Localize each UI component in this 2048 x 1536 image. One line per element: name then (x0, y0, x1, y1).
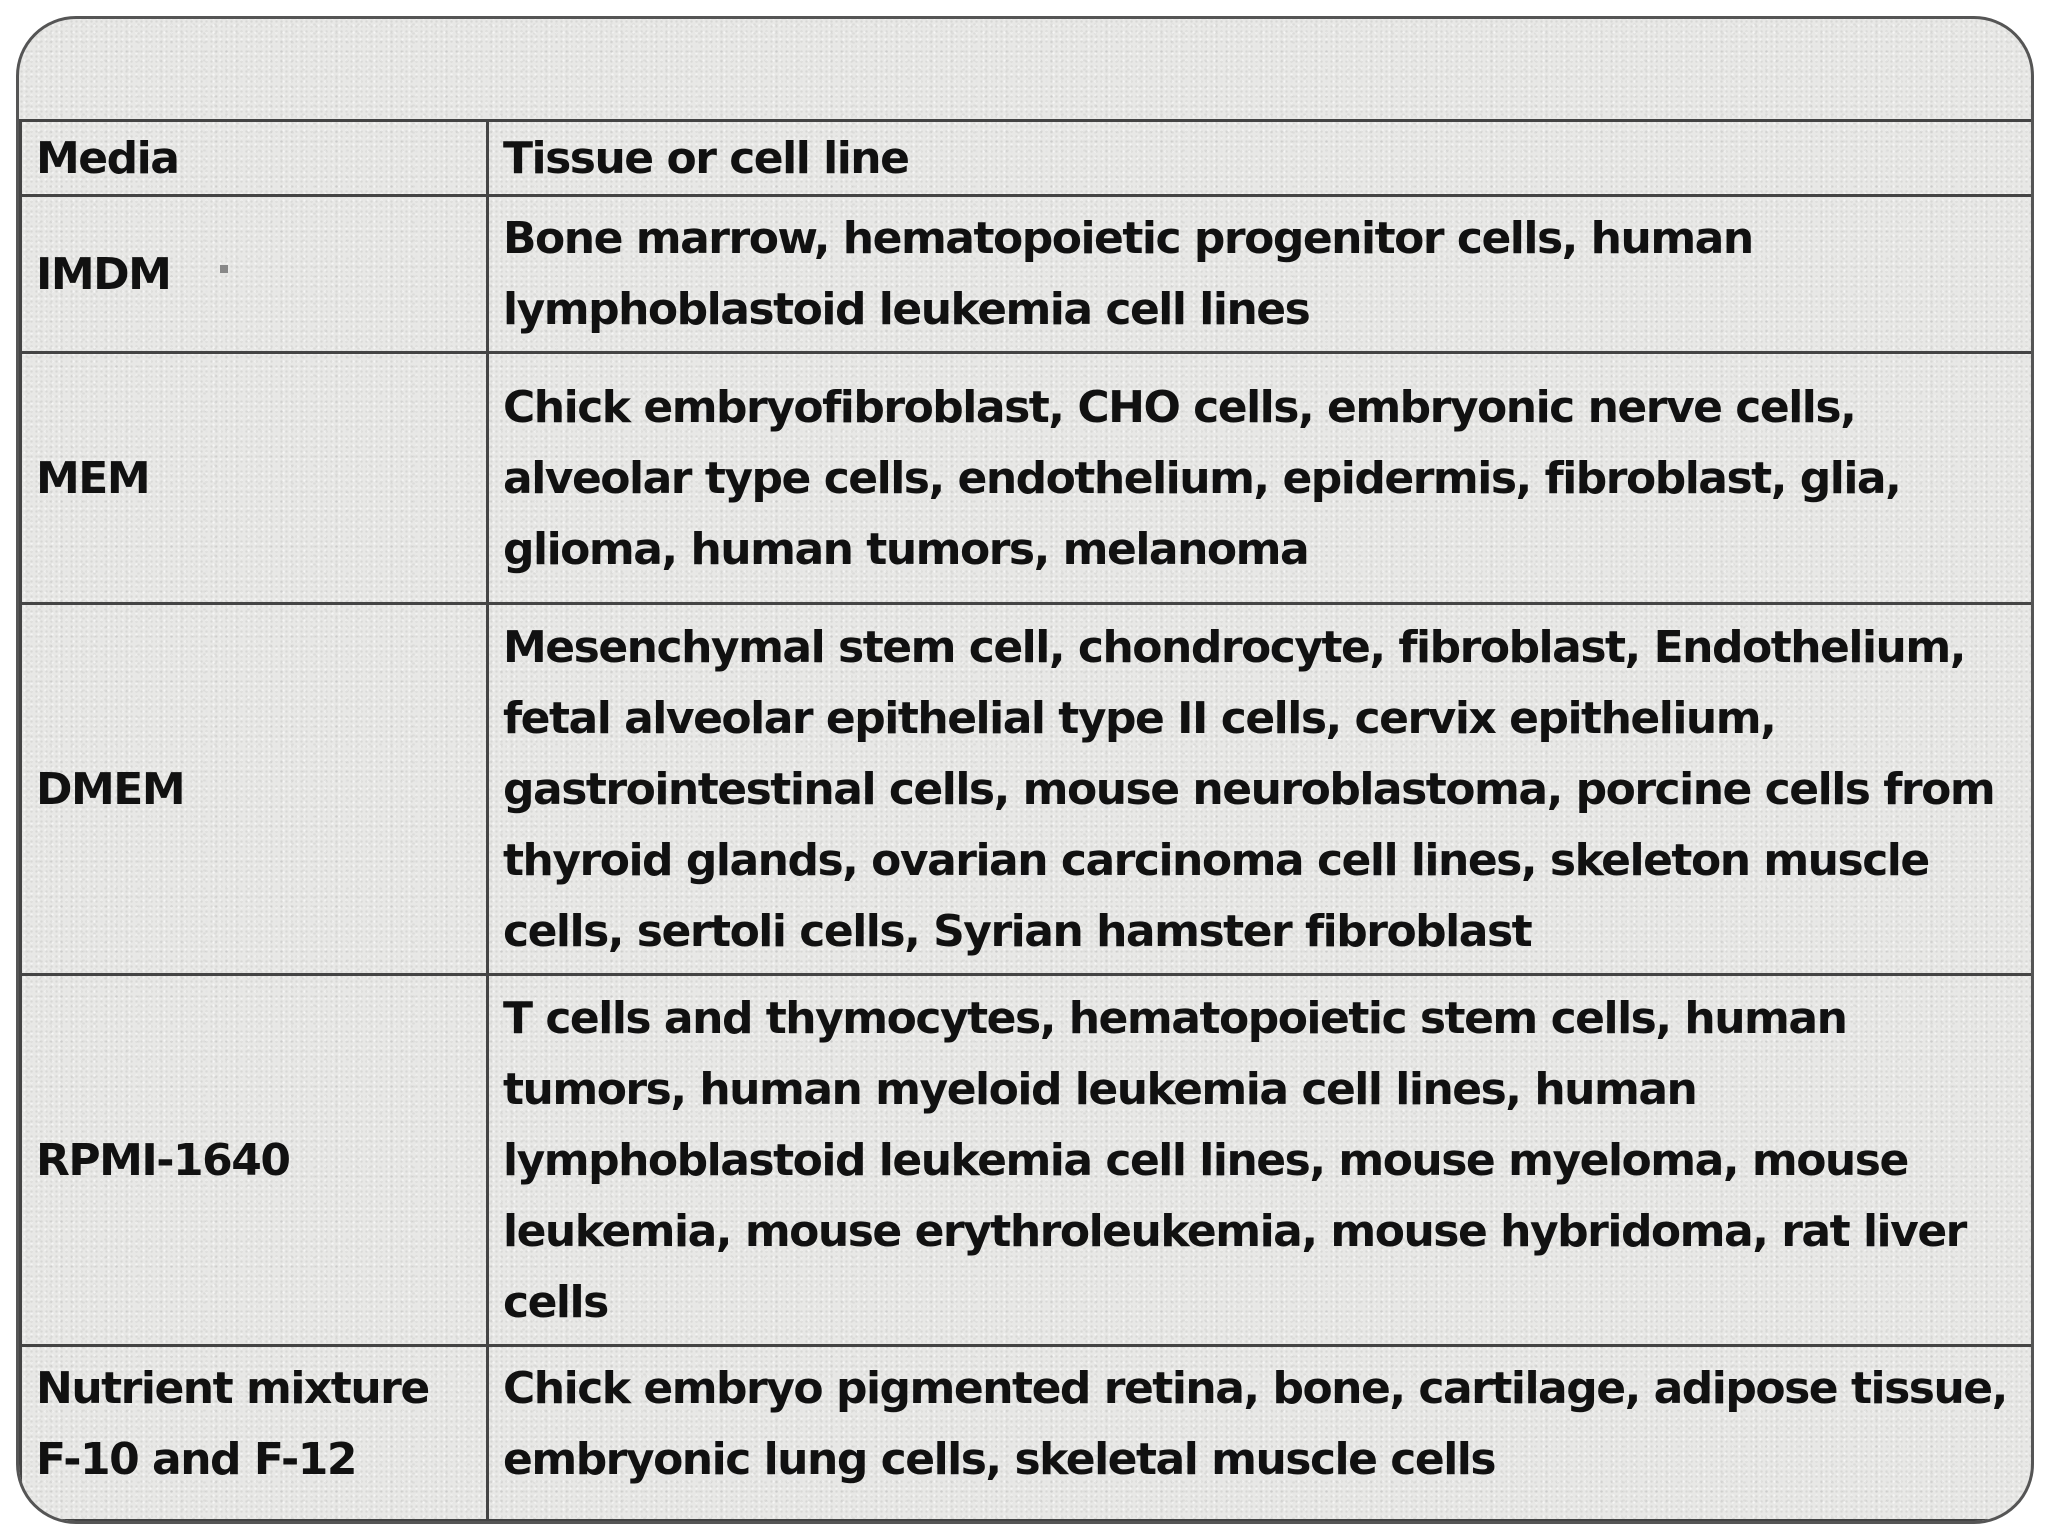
table-row (21, 975, 2034, 1346)
media-cell: Nutrient mixture F-10 and F-12 (21, 1346, 488, 1521)
media-table (19, 119, 2034, 1522)
table-row (21, 353, 2034, 604)
tissue-cell: Bone marrow, hematopoietic progenitor cells, human lymphoblastoid leukemia cell lines (488, 196, 2034, 353)
table-header-row (21, 121, 2034, 196)
table-row (21, 196, 2034, 353)
media-cell (21, 196, 488, 353)
tissue-cell: T cells and thymocytes, hematopoietic stem cells, human tumors, human myeloid leukemia cell lines, human lymphoblastoid leukemia cell lines, mouse myeloma, mouse leukemia, mouse erythroleukemia, mouse hybridoma, rat liver cells (488, 975, 2034, 1346)
media-cell: DMEM (21, 604, 488, 975)
table-row (21, 604, 2034, 975)
media-cell: MEM (21, 353, 488, 604)
slide (16, 16, 2034, 1524)
tissue-cell: Chick embryo pigmented retina, bone, cartilage, adipose tissue, embryonic lung cells, skeletal muscle cells (488, 1346, 2034, 1521)
bullet-dot-icon (220, 265, 228, 273)
tissue-cell: Chick embryofibroblast, CHO cells, embryonic nerve cells, alveolar type cells, endothelium, epidermis, fibroblast, glia, glioma, human tumors, melanoma (488, 353, 2034, 604)
media-cell: RPMI-1640 (21, 975, 488, 1346)
tissue-cell: Mesenchymal stem cell, chondrocyte, fibroblast, Endothelium, fetal alveolar epithelial type II cells, cervix epithelium, gastrointestinal cells, mouse neuroblastoma, porcine cells from thyroid glands, ovarian carcinoma cell lines, skeleton muscle cells, sertoli cells, Syrian hamster fibroblast (488, 604, 2034, 975)
table-row (21, 1346, 2034, 1521)
header-media: Media (21, 121, 488, 196)
header-tissue: Tissue or cell line (488, 121, 2034, 196)
media-name: IMDM (36, 248, 171, 300)
